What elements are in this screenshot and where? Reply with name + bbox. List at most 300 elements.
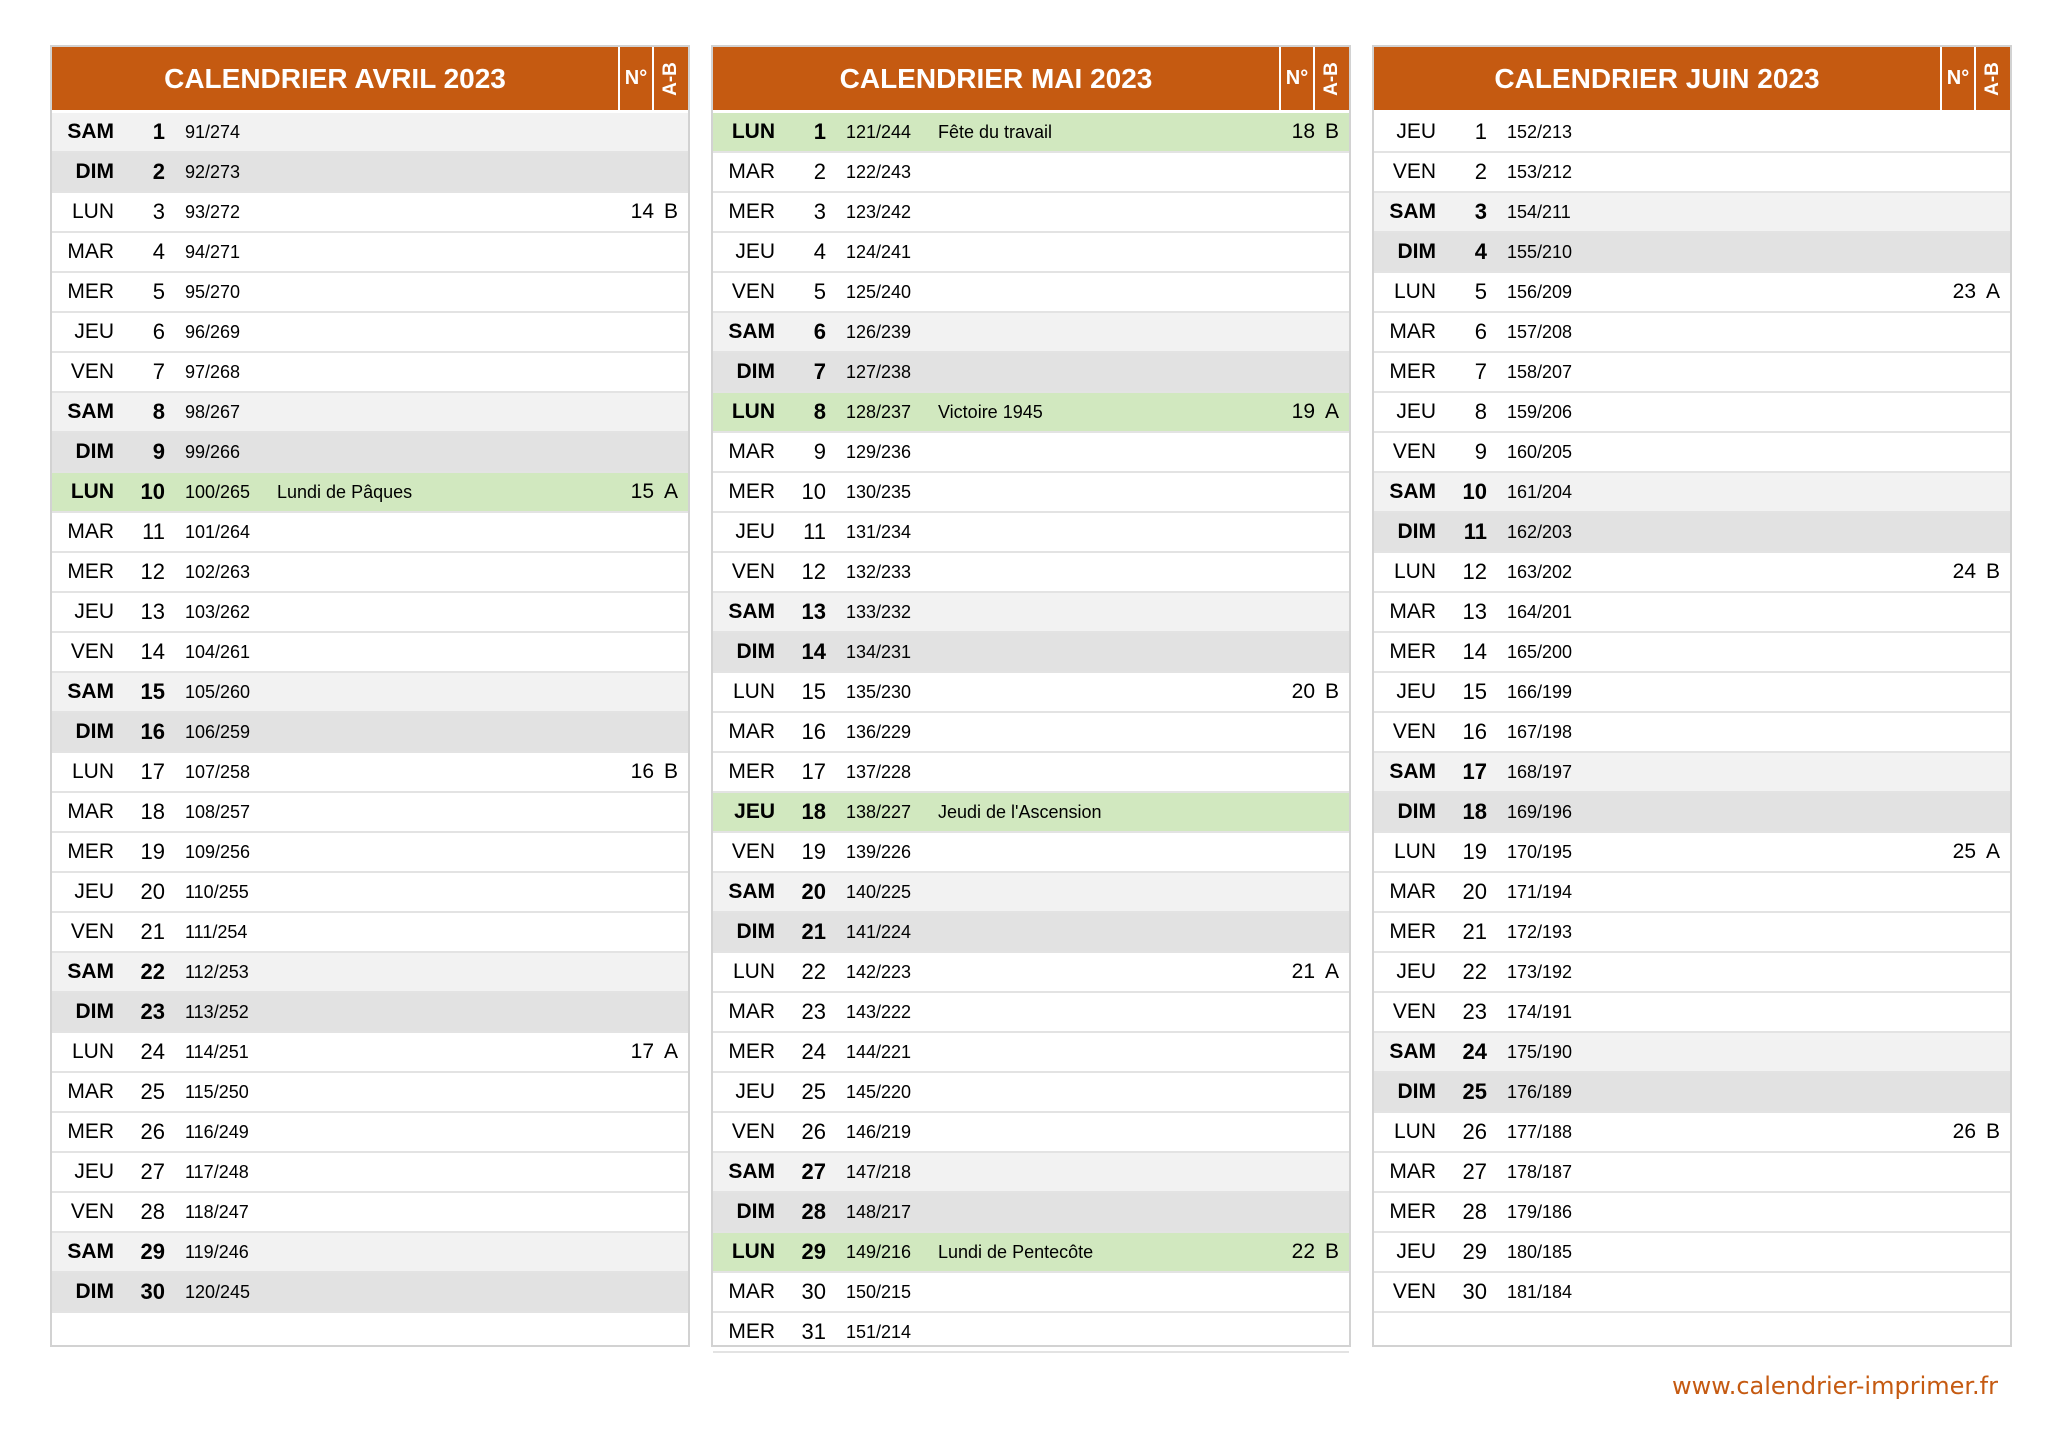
day-number: 17 [801,759,826,784]
day-of-week: MAR [67,800,114,823]
day-of-week: VEN [1392,440,1436,463]
day-of-year: 150/215 [846,1281,912,1302]
day-number: 20 [1462,879,1487,904]
day-number: 16 [1462,719,1487,744]
ab-week-header: A-B [1321,61,1342,96]
day-of-week: VEN [731,840,775,863]
day-number: 9 [152,439,165,464]
day-of-year: 177/188 [1507,1121,1573,1142]
day-row [52,273,688,313]
week-number: 14 [630,200,654,223]
day-of-week: JEU [735,1080,775,1103]
day-row [1374,753,2010,793]
ab-week: A [1324,400,1339,423]
day-of-year: 93/272 [185,201,241,222]
day-row [1374,1113,2010,1153]
day-row [713,1233,1349,1273]
day-of-week: MAR [67,1080,114,1103]
day-of-week: DIM [1397,240,1436,263]
day-of-week: SAM [1389,480,1436,503]
day-number: 23 [801,999,826,1024]
day-of-week: LUN [732,960,775,983]
day-number: 10 [801,479,826,504]
day-row [713,433,1349,473]
day-row [713,913,1349,953]
day-row [1374,873,2010,913]
day-of-year: 102/263 [185,561,251,582]
day-number: 27 [801,1159,826,1184]
day-number: 3 [813,199,826,224]
day-of-week: SAM [67,680,114,703]
day-of-week: MAR [67,520,114,543]
day-number: 1 [813,119,826,144]
day-of-year: 117/248 [185,1161,249,1182]
day-of-week: SAM [1389,1040,1436,1063]
day-of-week: DIM [1397,520,1436,543]
day-of-year: 127/238 [846,361,912,382]
day-number: 7 [152,359,165,384]
day-of-year: 168/197 [1507,761,1573,782]
day-row [1374,593,2010,633]
day-of-week: JEU [735,520,775,543]
day-of-year: 136/229 [846,721,912,742]
day-number: 30 [1462,1279,1487,1304]
day-of-week: VEN [70,920,114,943]
day-of-week: VEN [70,360,114,383]
day-of-week: MER [67,840,114,863]
day-of-week: MER [728,1040,775,1063]
day-number: 12 [1462,559,1487,584]
day-of-week: MER [67,1120,114,1143]
day-row [713,153,1349,193]
day-number: 19 [801,839,826,864]
day-of-week: SAM [728,1160,775,1183]
ab-week: B [1985,560,2000,583]
day-row [52,1193,688,1233]
day-number: 3 [1474,199,1487,224]
holiday-label: Jeudi de l'Ascension [938,801,1102,822]
day-row [52,913,688,953]
day-row [1374,273,2010,313]
week-number: 26 [1952,1120,1976,1143]
day-of-year: 173/192 [1507,961,1573,982]
day-number: 30 [801,1279,826,1304]
day-of-week: DIM [1397,800,1436,823]
day-of-year: 162/203 [1507,521,1573,542]
day-of-week: MAR [1389,1160,1436,1183]
day-row [1374,1073,2010,1113]
day-row [713,353,1349,393]
day-number: 5 [152,279,165,304]
day-of-year: 161/204 [1507,481,1573,502]
day-number: 12 [140,559,165,584]
day-of-week: MAR [1389,880,1436,903]
day-of-week: MAR [1389,320,1436,343]
day-row [713,873,1349,913]
day-of-week: VEN [1392,720,1436,743]
day-of-week: MER [728,760,775,783]
day-of-week: MER [728,480,775,503]
day-of-week: DIM [75,440,114,463]
day-of-week: MER [728,200,775,223]
day-of-year: 120/245 [185,1281,251,1302]
day-row [52,1073,688,1113]
day-of-week: LUN [731,120,775,143]
day-number: 8 [813,399,826,424]
day-of-year: 131/234 [846,521,912,542]
day-row [713,233,1349,273]
day-row [713,1153,1349,1193]
holiday-label: Lundi de Pâques [277,481,413,502]
day-number: 28 [140,1199,165,1224]
day-row [713,833,1349,873]
day-number: 17 [140,759,165,784]
day-number: 24 [140,1039,165,1064]
day-number: 11 [142,519,165,544]
day-of-year: 145/220 [846,1081,912,1102]
day-row [52,553,688,593]
day-row [1374,1153,2010,1193]
day-row [713,1073,1349,1113]
day-row [713,713,1349,753]
day-of-week: SAM [67,400,114,423]
day-of-year: 144/221 [846,1041,912,1062]
day-row [1374,473,2010,513]
day-of-year: 146/219 [846,1121,912,1142]
day-of-year: 108/257 [185,801,251,822]
day-of-week: MER [728,1320,775,1343]
day-number: 28 [801,1199,826,1224]
day-of-week: DIM [1397,1080,1436,1103]
day-of-year: 113/252 [185,1001,249,1022]
day-of-week: SAM [728,880,775,903]
day-number: 26 [140,1119,165,1144]
ab-week: A [663,480,678,503]
day-number: 6 [152,319,165,344]
day-row [52,793,688,833]
day-of-year: 176/189 [1507,1081,1573,1102]
week-number: 15 [630,480,654,503]
day-of-year: 151/214 [846,1321,912,1342]
day-number: 21 [1462,919,1487,944]
day-row [52,153,688,193]
day-number: 20 [801,879,826,904]
day-row [52,593,688,633]
holiday-label: Lundi de Pentecôte [938,1241,1094,1262]
day-of-week: DIM [75,1000,114,1023]
day-of-year: 160/205 [1507,441,1573,462]
ab-week: B [1324,680,1339,703]
day-of-year: 158/207 [1507,361,1573,382]
day-of-year: 143/222 [846,1001,912,1022]
day-of-year: 100/265 [185,481,251,502]
month-header [1374,47,2010,110]
day-of-week: MER [1389,920,1436,943]
day-of-week: SAM [1389,760,1436,783]
day-number: 26 [1462,1119,1487,1144]
day-number: 6 [1474,319,1487,344]
day-row [1374,393,2010,433]
day-number: 27 [140,1159,165,1184]
day-of-year: 141/224 [846,921,912,942]
day-of-week: LUN [1393,1120,1436,1143]
ab-week-header: A-B [660,61,681,96]
day-of-year: 148/217 [846,1201,912,1222]
day-of-year: 95/270 [185,281,241,302]
week-number-header: N° [1285,67,1309,89]
day-number: 2 [152,159,165,184]
day-of-week: JEU [74,600,114,623]
day-row [52,313,688,353]
ab-week: B [663,760,678,783]
day-number: 17 [1462,759,1487,784]
day-row [713,673,1349,713]
day-of-year: 121/244 [846,121,912,142]
day-number: 15 [801,679,826,704]
day-of-week: VEN [1392,160,1436,183]
day-of-week: VEN [70,1200,114,1223]
day-row [52,1033,688,1073]
day-of-week: MER [1389,360,1436,383]
day-of-year: 164/201 [1507,601,1573,622]
day-number: 14 [801,639,826,664]
day-of-year: 157/208 [1507,321,1573,342]
day-of-year: 105/260 [185,681,251,702]
day-of-week: DIM [736,360,775,383]
day-number: 27 [1462,1159,1487,1184]
day-of-week: MER [1389,640,1436,663]
week-number: 22 [1291,1240,1315,1263]
day-of-year: 178/187 [1507,1161,1573,1182]
day-of-year: 167/198 [1507,721,1573,742]
day-of-week: DIM [736,920,775,943]
day-of-year: 171/194 [1507,881,1573,902]
day-of-year: 91/274 [185,121,241,142]
month-header [52,47,688,110]
day-row [713,753,1349,793]
day-number: 13 [801,599,826,624]
day-row [52,1233,688,1273]
day-number: 22 [140,959,165,984]
day-number: 14 [140,639,165,664]
day-row [713,793,1349,833]
day-of-year: 125/240 [846,281,912,302]
day-of-week: MER [67,560,114,583]
day-of-year: 180/185 [1507,1241,1573,1262]
day-of-year: 122/243 [846,161,912,182]
day-of-year: 129/236 [846,441,912,462]
week-number: 24 [1952,560,1976,583]
week-number-header: N° [1946,67,1970,89]
day-of-week: SAM [728,320,775,343]
day-of-year: 137/228 [846,761,912,782]
day-of-year: 133/232 [846,601,912,622]
day-row [52,873,688,913]
day-of-year: 159/206 [1507,401,1573,422]
day-row [52,633,688,673]
day-number: 19 [140,839,165,864]
day-of-year: 156/209 [1507,281,1573,302]
day-of-year: 172/193 [1507,921,1573,942]
day-of-week: LUN [731,1240,775,1263]
day-row [1374,233,2010,273]
day-number: 25 [801,1079,826,1104]
day-number: 1 [152,119,165,144]
day-of-week: JEU [1396,680,1436,703]
ab-week-header: A-B [1982,61,2003,96]
day-number: 2 [1474,159,1487,184]
day-of-year: 155/210 [1507,241,1573,262]
day-of-week: DIM [75,720,114,743]
week-number-header: N° [624,67,648,89]
week-number: 17 [630,1040,654,1063]
day-of-week: MER [67,280,114,303]
day-of-week: MAR [1389,600,1436,623]
day-list [1374,113,2010,1313]
day-number: 26 [801,1119,826,1144]
day-list [52,113,688,1313]
day-row [713,393,1349,433]
day-row [1374,793,2010,833]
day-number: 25 [140,1079,165,1104]
day-number: 6 [813,319,826,344]
day-number: 4 [1474,239,1487,264]
day-of-week: JEU [734,800,775,823]
day-number: 9 [1474,439,1487,464]
day-of-week: MAR [728,1280,775,1303]
month-panel-may [711,45,1351,1347]
day-of-week: MAR [728,1000,775,1023]
day-row [52,1153,688,1193]
day-of-year: 115/250 [185,1081,249,1102]
day-of-year: 106/259 [185,721,251,742]
holiday-label: Fête du travail [938,121,1053,142]
day-of-year: 138/227 [846,801,912,822]
day-row [1374,433,2010,473]
day-of-year: 101/264 [185,521,251,542]
day-of-year: 92/273 [185,161,241,182]
day-row [1374,313,2010,353]
day-of-week: VEN [1392,1000,1436,1023]
day-number: 3 [152,199,165,224]
day-number: 22 [801,959,826,984]
day-of-year: 149/216 [846,1241,912,1262]
day-of-week: DIM [736,640,775,663]
day-number: 29 [801,1239,826,1264]
day-number: 13 [140,599,165,624]
day-row [1374,1273,2010,1313]
day-number: 7 [1474,359,1487,384]
day-row [52,193,688,233]
day-number: 21 [140,919,165,944]
day-row [713,1033,1349,1073]
day-row [1374,1233,2010,1273]
day-of-week: MAR [67,240,114,263]
day-of-week: SAM [67,960,114,983]
day-of-year: 174/191 [1507,1001,1573,1022]
day-number: 4 [152,239,165,264]
day-list [713,113,1349,1353]
day-of-week: JEU [74,320,114,343]
website-link[interactable]: www.calendrier-imprimer.fr [1672,1372,1998,1400]
day-of-week: SAM [67,120,114,143]
day-of-week: LUN [70,480,114,503]
day-of-week: JEU [74,880,114,903]
day-number: 29 [140,1239,165,1264]
week-number: 25 [1952,840,1976,863]
day-number: 22 [1462,959,1487,984]
day-number: 12 [801,559,826,584]
day-row [1374,193,2010,233]
day-of-week: VEN [1392,1280,1436,1303]
week-number: 23 [1952,280,1976,303]
day-row [1374,353,2010,393]
day-of-year: 97/268 [185,361,241,382]
day-row [713,593,1349,633]
day-of-week: MER [1389,1200,1436,1223]
day-of-week: SAM [1389,200,1436,223]
day-number: 31 [801,1319,826,1344]
ab-week: A [1985,280,2000,303]
day-of-week: VEN [70,640,114,663]
day-row [713,1273,1349,1313]
day-of-year: 135/230 [846,681,912,702]
day-number: 20 [140,879,165,904]
day-number: 29 [1462,1239,1487,1264]
day-row [713,1113,1349,1153]
day-of-week: JEU [1396,400,1436,423]
day-of-year: 119/246 [185,1241,249,1262]
ab-week: B [663,200,678,223]
day-row [713,193,1349,233]
day-row [52,113,688,153]
day-row [1374,1193,2010,1233]
day-of-year: 165/200 [1507,641,1573,662]
day-of-year: 96/269 [185,321,241,342]
day-of-year: 94/271 [185,241,241,262]
day-number: 11 [803,519,826,544]
day-number: 21 [801,919,826,944]
day-of-year: 154/211 [1507,201,1571,222]
day-of-year: 99/266 [185,441,241,462]
day-of-week: LUN [1393,280,1436,303]
day-of-year: 152/213 [1507,121,1573,142]
day-of-week: LUN [732,680,775,703]
day-of-week: LUN [71,760,114,783]
day-row [713,993,1349,1033]
day-of-year: 153/212 [1507,161,1573,182]
day-number: 7 [813,359,826,384]
day-number: 23 [1462,999,1487,1024]
day-of-year: 140/225 [846,881,912,902]
day-row [1374,1033,2010,1073]
day-of-year: 170/195 [1507,841,1573,862]
day-row [713,513,1349,553]
ab-week: B [1324,1240,1339,1263]
day-row [713,633,1349,673]
ab-week: A [663,1040,678,1063]
ab-week: A [1324,960,1339,983]
day-of-week: JEU [1396,1240,1436,1263]
day-of-year: 179/186 [1507,1201,1573,1222]
week-number: 16 [630,760,654,783]
day-of-week: JEU [1396,960,1436,983]
day-number: 28 [1462,1199,1487,1224]
day-row [52,953,688,993]
day-of-year: 134/231 [846,641,912,662]
day-of-year: 181/184 [1507,1281,1573,1302]
day-row [713,1313,1349,1353]
